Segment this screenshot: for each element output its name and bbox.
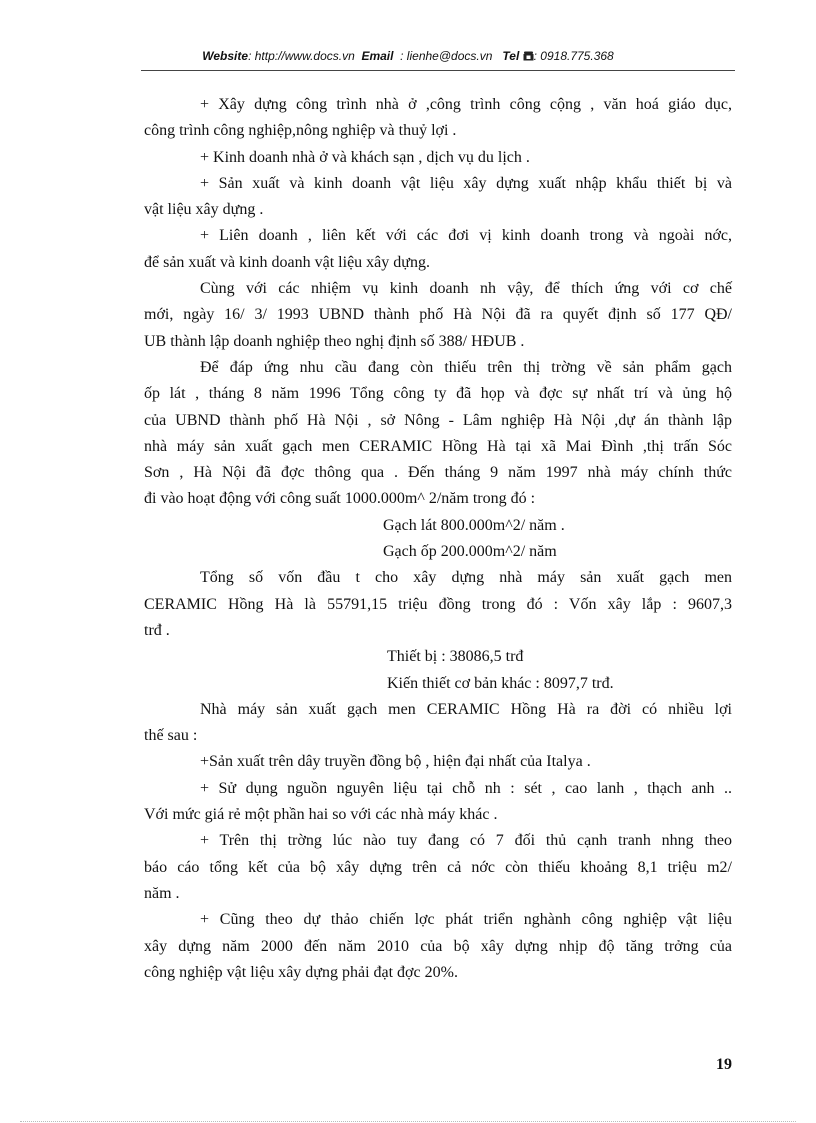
website-value: : http://www.docs.vn xyxy=(248,49,355,63)
text-line: + Kinh doanh nhà ở và khách sạn , dịch vụ du lịch . xyxy=(200,148,530,166)
text-line: Kiến thiết cơ bản khác : 8097,7 trđ. xyxy=(387,674,614,692)
text-line: Cùng với các nhiệm vụ kinh doanh nh vậy, để thích ứng với cơ chế xyxy=(200,280,732,298)
text-line: + Trên thị trờng lúc nào tuy đang có 7 đối thủ cạnh tranh nhng theo xyxy=(200,832,732,850)
text-line: mới, ngày 16/ 3/ 1993 UBND thành phố Hà Nội đã ra quyết định số 177 QĐ/ xyxy=(144,306,732,324)
text-line: Nhà máy sản xuất gạch men CERAMIC Hồng Hà ra đời có nhiều lợi xyxy=(200,700,732,718)
text-line: +Sản xuất trên dây truyền đồng bộ , hiện đại nhất của Italya . xyxy=(200,753,591,771)
document-body xyxy=(144,92,732,986)
text-line: thế sau : xyxy=(144,727,198,745)
text-line: Sơn , Hà Nội đã đợc thông qua . Đến tháng 9 năm 1997 nhà máy chính thức xyxy=(144,464,732,482)
text-line: + Sản xuất và kinh doanh vật liệu xây dựng xuất nhập khẩu thiết bị và xyxy=(200,174,732,192)
text-line: trđ . xyxy=(144,621,170,639)
text-line: + Sử dụng nguồn nguyên liệu tại chỗ nh : sét , cao lanh , thạch anh .. xyxy=(200,779,732,797)
text-line: + Xây dựng công trình nhà ở ,công trình công cộng , văn hoá giáo dục, xyxy=(200,96,732,113)
header-divider xyxy=(141,70,735,71)
text-line: Tổng số vốn đầu t cho xây dựng nhà máy sản xuất gạch men xyxy=(200,569,732,587)
text-line: đi vào hoạt động với công suất 1000.000m^ 2/năm trong đó : xyxy=(144,490,536,508)
text-line: Thiết bị : 38086,5 trđ xyxy=(387,648,524,666)
page-header xyxy=(0,49,816,63)
text-line: xây dựng năm 2000 đến năm 2010 của bộ xây dựng nhịp độ tăng trởng của xyxy=(144,937,732,955)
text-line: UB thành lập doanh nghiệp theo nghị định số 388/ HĐUB . xyxy=(144,332,525,350)
text-line: Để đáp ứng nhu cầu đang còn thiếu trên thị trờng về sản phẩm gạch xyxy=(200,358,732,376)
text-line: nhà máy sản xuất gạch men CERAMIC Hồng Hà tại xã Mai Đình ,thị trấn Sóc xyxy=(144,437,732,455)
text-line: Gạch lát 800.000m^2/ năm . xyxy=(383,516,565,534)
text-line: ốp lát , tháng 8 năm 1996 Tổng công ty đã họp và đợc sự nhất trí và ủng hộ xyxy=(144,385,732,403)
tel-label: Tel xyxy=(502,49,520,63)
text-line: + Liên doanh , liên kết với các đơi vị kinh doanh trong và ngoài nớc, xyxy=(200,227,732,245)
text-line: để sản xuất và kinh doanh vật liệu xây dựng. xyxy=(144,253,430,271)
email-label: Email xyxy=(361,49,394,63)
text-line: công nghiệp vật liệu xây dựng phải đạt đợc 20%. xyxy=(144,963,458,981)
text-line: CERAMIC Hồng Hà là 55791,15 triệu đồng trong đó : Vốn xây lắp : 9607,3 xyxy=(144,595,732,613)
text-line: Gạch ốp 200.000m^2/ năm xyxy=(383,543,557,561)
tel-value: : 0918.775.368 xyxy=(533,49,614,63)
footer-divider xyxy=(20,1121,796,1122)
text-line: Với mức giá rẻ một phần hai so với các nhà máy khác . xyxy=(144,806,498,824)
text-line: + Cũng theo dự thảo chiến lợc phát triển nghành công nghiệp vật liệu xyxy=(200,911,732,929)
phone-icon xyxy=(523,49,534,63)
text-line: vật liệu xây dựng . xyxy=(144,201,264,219)
text-line: báo cáo tổng kết của bộ xây dựng trên cả nớc còn thiếu khoảng 8,1 triệu m2/ xyxy=(144,858,732,876)
text-line: của UBND thành phố Hà Nội , sở Nông - Lâm nghiệp Hà Nội ,dự án thành lập xyxy=(144,411,732,429)
page-number: 19 xyxy=(716,1056,732,1073)
website-label: Website xyxy=(202,49,249,63)
email-value: : lienhe@docs.vn xyxy=(400,49,493,63)
text-line: năm . xyxy=(144,884,180,902)
text-line: công trình công nghiệp,nông nghiệp và thuỷ lợi . xyxy=(144,122,457,140)
